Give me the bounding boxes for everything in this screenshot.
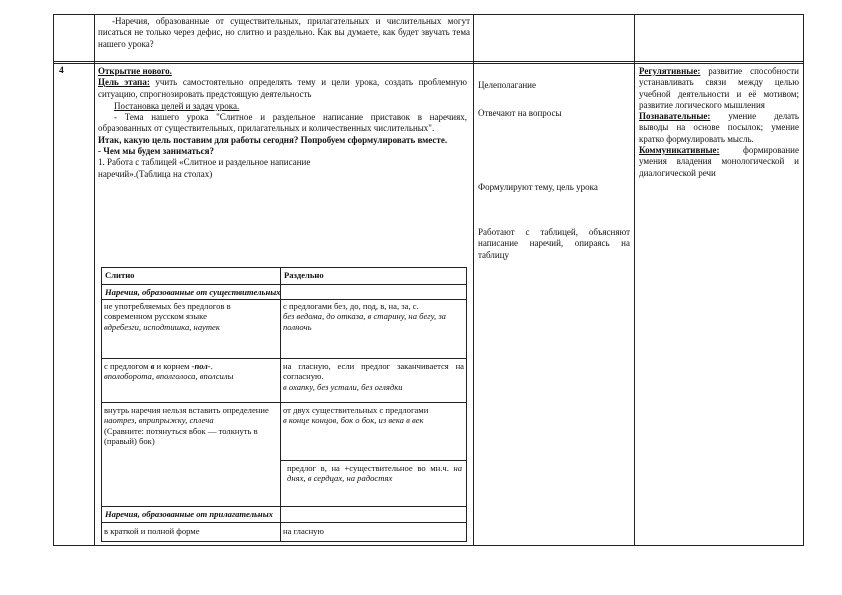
table-border (94, 14, 95, 545)
inner-table-border (101, 506, 467, 507)
task-1a: 1. Работа с таблицей «Слитное и раздельное написание (98, 157, 311, 168)
table-border (803, 14, 804, 545)
inner-table-border (101, 541, 467, 542)
row5-left: в краткой и полной форме (104, 526, 200, 536)
row2-right: на гласную, если предлог заканчивается на согласную. в охапку, без устали, без оглядки (283, 361, 464, 392)
table-border (53, 14, 804, 15)
inner-table-border (101, 267, 102, 542)
inner-table-border (280, 460, 466, 461)
inner-table-border (101, 358, 467, 359)
table-border (53, 63, 804, 64)
stage-title: Открытие нового. (98, 66, 172, 76)
row3-left: внутрь наречия нельзя вставить определение наотрез, вприпрыжку, сплеча (Сравните: потянуться вбок — толкнуть в (правый) бок) (104, 405, 269, 447)
row4-right: предлог в, на +существительное во мн.ч. на днях, в сердцах, на радостях (287, 463, 462, 484)
student-work-table: Работают с таблицей, объясняют написание наречий, опираясь на таблицу (478, 227, 630, 260)
uud-regulative: Регулятивные: развитие способности устанавливать связи между целью учебной деятельности и её мотивом; развитие логического мышления (639, 66, 799, 110)
inner-table-border (101, 299, 467, 300)
section-adj: Наречия, образованные от прилагательных (105, 509, 273, 519)
table-border (473, 14, 474, 545)
uud-communicative: Коммуникативные: формирование умения владения монологической и диалогической речи (639, 145, 799, 178)
stage-number: 4 (59, 66, 64, 76)
section-nouns: Наречия, образованные от существительных (105, 287, 281, 297)
row2-left: с предлогом в и корнем -пол-. вполоборота, вполголоса, вполсилы (104, 361, 234, 382)
row5-right: на гласную (283, 526, 324, 536)
inner-table-border (280, 267, 281, 542)
inner-table-border (466, 267, 467, 542)
subheading: Постановка целей и задач урока. (114, 100, 240, 111)
uud-cognitive: Познавательные: умение делать выводы на основе посылок; умение кратко формулировать мысль. (639, 111, 799, 144)
row1-right: с предлогами без, до, под, в, на, за, с. без ведома, до отказа, в старину, на бегу, за полночь (283, 301, 446, 332)
topic-text: - Тема нашего урока "Слитное и раздельное написание приставок в наречиях, образованных от существительных, прилагательных и количественных числительных". (98, 112, 467, 134)
table-border (53, 14, 54, 545)
table-border (53, 545, 804, 546)
stage-goal (98, 77, 467, 100)
student-goal-setting: Целеполагание (478, 80, 536, 90)
uud-column (639, 66, 799, 179)
question-goal: Итак, какую цель поставим для работы сегодня? Попробуем сформулировать вместе. (98, 134, 448, 145)
teacher-column (98, 66, 467, 180)
table-border (634, 14, 635, 545)
task-1b: наречий».(Таблица на столах) (98, 168, 213, 179)
row3-right: от двух существительных с предлогами в конце концов, бок о бок, из века в век (283, 405, 429, 426)
goal-text: учить самостоятельно определять тему и цели урока, создать проблемную ситуацию, спрогнозировать предстоящую деятельность (98, 77, 467, 99)
inner-table-border (101, 267, 467, 268)
question-do: - Чем мы будем заниматься? (98, 146, 215, 157)
col-header-right: Раздельно (284, 270, 324, 280)
student-formulate: Формулируют тему, цель урока (478, 182, 598, 192)
col-header-left: Слитно (105, 270, 135, 280)
inner-table-border (101, 402, 467, 403)
goal-label: Цель этапа: (98, 77, 150, 88)
inner-table-border (101, 284, 467, 285)
top-row-text: -Наречия, образованные от существительных, прилагательных и числительных могут писаться не только через дефис, но слитно и раздельно. Как вы думаете, как будет звучать тема нашего урока? (98, 16, 470, 49)
inner-table-border (101, 522, 467, 523)
row1-left: не употребляемых без предлогов в современном русском языке вдребезги, исподтишка, наутек (104, 301, 231, 332)
student-answer: Отвечают на вопросы (478, 108, 562, 118)
table-border (53, 61, 804, 62)
